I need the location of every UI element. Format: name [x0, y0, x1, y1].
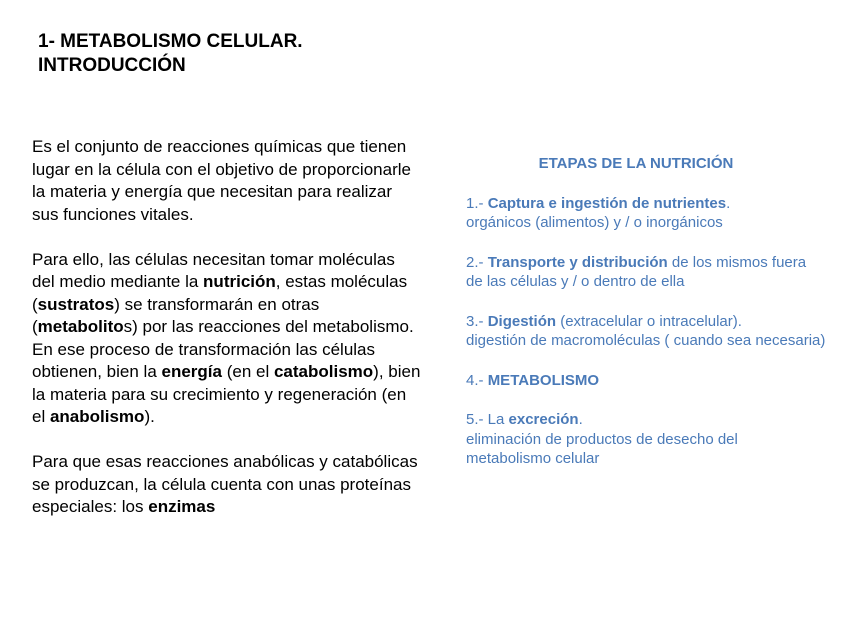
page-title — [38, 30, 438, 78]
etapa-1-detail: orgánicos (alimentos) y / o inorgánicos — [466, 214, 723, 231]
etapa-3-number: 3.- — [466, 312, 488, 330]
etapas-title: ETAPAS DE LA NUTRICIÓN — [538, 155, 734, 172]
etapa-4 — [466, 371, 826, 391]
etapa-3-detail: digestión de macromoléculas ( cuando sea necesaria) — [466, 332, 826, 349]
intro-paragraph-3 — [32, 451, 422, 519]
intro-p2-text-7: ). — [144, 407, 155, 426]
etapa-2-number: 2.- — [466, 253, 488, 271]
etapa-4-heading: METABOLISMO — [487, 371, 600, 389]
intro-p2-text-2: , estas moléculas ( — [32, 272, 408, 314]
term-sustratos: sustratos — [37, 294, 115, 314]
term-anabolismo: anabolismo — [49, 407, 145, 426]
page-title-line-1: 1- METABOLISMO CELULAR. — [38, 31, 303, 52]
intro-p2-text-6: ), bien la materia para su crecimiento y regeneración (en el — [32, 362, 421, 426]
etapa-1-number: 1.- — [466, 194, 488, 212]
etapa-3-heading: Digestión — [487, 312, 557, 330]
page-title-line-2: INTRODUCCIÓN — [38, 55, 186, 76]
intro-p2-text-5: (en el — [221, 362, 274, 381]
intro-p2-text-3: ) se transformarán en otras ( — [32, 294, 320, 336]
etapa-5-number: 5.- La — [466, 411, 509, 428]
etapa-5-detail: eliminación de productos de desecho del metabolismo celular — [466, 430, 738, 467]
etapa-5-heading: excreción — [508, 411, 579, 428]
etapa-5-text: . — [578, 411, 583, 428]
etapa-1-text: . — [726, 194, 731, 212]
term-energia: energía — [161, 362, 222, 381]
term-metabolitos: metabolito — [37, 317, 124, 336]
etapa-4-number: 4.- — [466, 371, 488, 389]
etapa-3 — [466, 312, 826, 351]
etapa-2-text: de los mismos fuera de las células y / o dentro de ella — [466, 253, 807, 290]
etapa-5 — [466, 410, 826, 469]
term-enzimas: enzimas — [148, 497, 216, 516]
term-catabolismo: catabolismo — [273, 362, 374, 381]
intro-p2-text-1: Para ello, las células necesitan tomar moléculas del medio mediante la — [32, 249, 395, 291]
intro-paragraph-2 — [32, 249, 422, 429]
term-nutricion: nutrición — [203, 272, 276, 291]
etapa-2-heading: Transporte y distribución — [487, 253, 668, 271]
etapa-1-heading: Captura e ingestión de nutrientes — [487, 194, 727, 212]
intro-p3-text-1: Para que esas reacciones anabólicas y catabólicas se produzcan, la célula cuenta con unas proteínas especiales: los — [32, 452, 418, 516]
etapa-3-text: (extracelular o intracelular). — [556, 312, 742, 330]
intro-text — [32, 136, 422, 541]
intro-paragraph-1: Es el conjunto de reacciones químicas que tienen lugar en la célula con el objetivo de proporcionarle la materia y energía que necesitan para realizar sus funciones vitales. — [32, 137, 411, 224]
etapa-2 — [466, 253, 826, 292]
intro-p2-text-4: s) por las reacciones del metabolismo. En ese proceso de transformación las células obtienen, bien la — [32, 317, 414, 381]
etapa-1 — [466, 194, 826, 233]
etapas-nutricion-panel — [466, 154, 826, 489]
